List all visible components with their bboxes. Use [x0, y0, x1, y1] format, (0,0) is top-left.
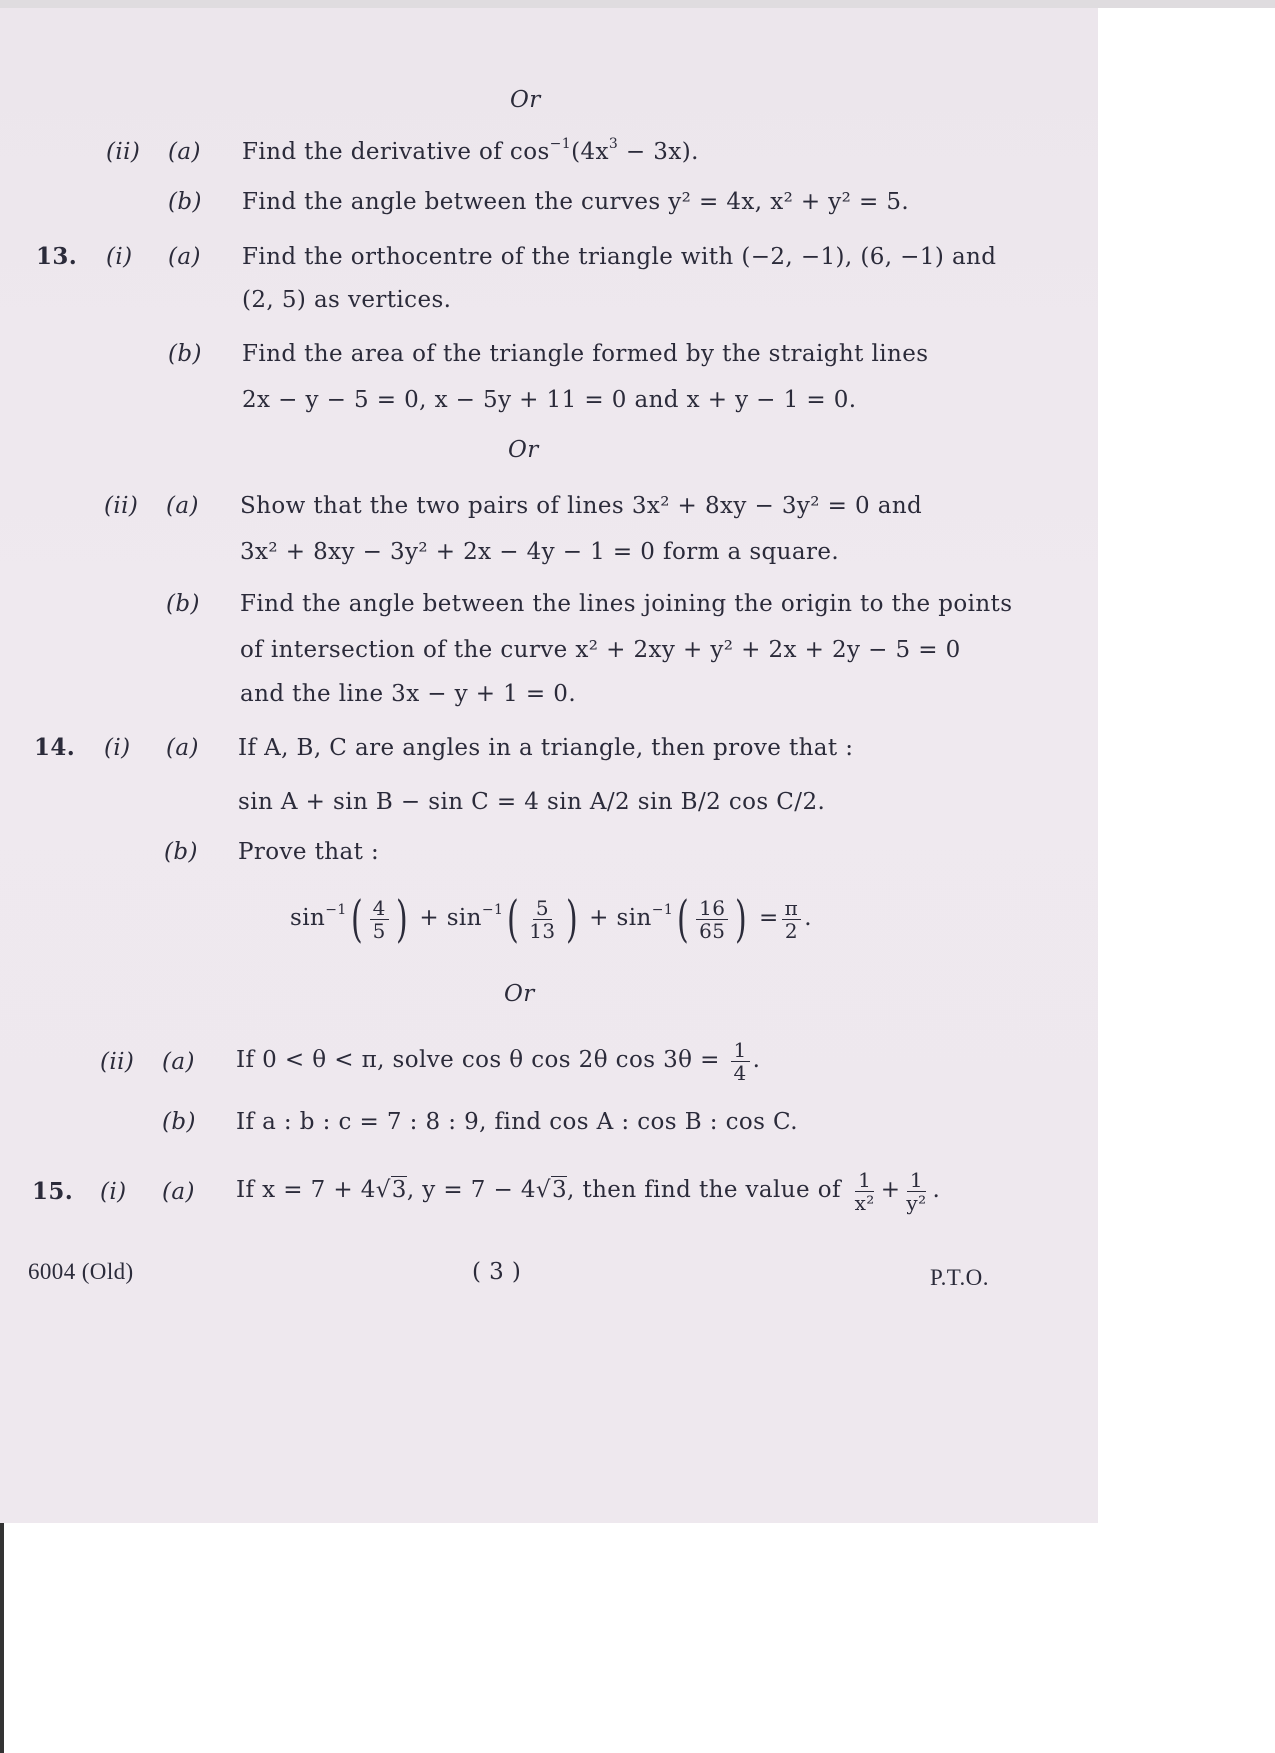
page-number: ( 3 ) [472, 1259, 522, 1285]
question-text: and the line 3x − y + 1 = 0. [240, 681, 577, 707]
exam-page [0, 8, 1098, 1523]
sub-label: (i) [106, 244, 133, 270]
part-label: (a) [168, 244, 201, 270]
part-label: (a) [162, 1179, 195, 1205]
fraction: $\frac{1}{\text{x²}}$ [854, 1167, 875, 1215]
fraction: $\frac{5}{13}$ [529, 895, 556, 943]
sub-label: (i) [104, 735, 131, 761]
question-text: Find the derivative of $\cos^{-1}(4x^3 - 3x)$. [242, 136, 699, 165]
pto-label: P.T.O. [930, 1265, 989, 1290]
part-label: (a) [162, 1049, 195, 1075]
sub-label: (ii) [100, 1049, 135, 1075]
part-label: (a) [166, 735, 199, 761]
question-text: Find the angle between the lines joining the origin to the points [240, 591, 1013, 617]
or-separator: Or [504, 981, 535, 1007]
question-text: If A, B, C are angles in a triangle, then prove that : [238, 735, 854, 761]
sub-label: (ii) [106, 139, 141, 165]
part-label: (a) [168, 139, 201, 165]
scan-left-edge [0, 1523, 4, 1753]
or-separator: Or [510, 87, 541, 113]
question-number: 13. [36, 243, 78, 270]
sub-label: (ii) [104, 493, 139, 519]
question-text: If x = 7 + 4√3, y = 7 − 4√3, then find the value of $\frac{1}{\text{x²}}$ + $\frac{1}{\text{y²}}$ . [236, 1167, 941, 1215]
sub-label: (i) [100, 1179, 127, 1205]
question-text: Find the area of the triangle formed by the straight lines [242, 341, 929, 367]
question-text: Find the angle between the curves y² = 4x, x² + y² = 5. [242, 189, 910, 215]
part-label: (b) [168, 189, 202, 215]
part-label: (b) [166, 591, 200, 617]
question-text: Find the orthocentre of the triangle with (−2, −1), (6, −1) and [242, 244, 997, 270]
fraction: $\frac{16}{65}$ [696, 897, 728, 942]
fraction: $\frac{4}{5}$ [370, 897, 389, 942]
fraction: $\frac{\pi}{2}$ [782, 897, 802, 942]
or-separator: Or [508, 437, 539, 463]
question-text: of intersection of the curve x² + 2xy + y² + 2x + 2y − 5 = 0 [240, 637, 961, 663]
question-text: Show that the two pairs of lines 3x² + 8xy − 3y² = 0 and [240, 493, 923, 519]
question-text: If 0 < θ < π, solve cos θ cos 2θ cos 3θ = $\frac{1}{4}$ . [236, 1037, 761, 1085]
question-text: 2x − y − 5 = 0, x − 5y + 11 = 0 and x + y − 1 = 0. [242, 387, 857, 413]
paper-code: 6004 (Old) [28, 1259, 134, 1284]
equation: $\sin^{-1}$( $\frac{4}{5}$ ) + $\sin^{-1}$( $\frac{5}{13}$ ) + $\sin^{-1}$( $\frac{16}{65}$ ) = $\frac{\pi}{2}$ . [290, 890, 812, 948]
question-number: 14. [34, 734, 76, 761]
part-label: (a) [166, 493, 199, 519]
question-text: 3x² + 8xy − 3y² + 2x − 4y − 1 = 0 form a square. [240, 539, 840, 565]
fraction: $\frac{1}{4}$ [731, 1039, 750, 1084]
question-text: sin A + sin B − sin C = 4 sin A/2 sin B/2 cos C/2. [238, 789, 826, 815]
question-text: (2, 5) as vertices. [242, 287, 452, 313]
part-label: (b) [164, 839, 198, 865]
scan-top-edge [0, 0, 1275, 8]
question-number: 15. [32, 1178, 74, 1205]
part-label: (b) [168, 341, 202, 367]
question-text: If a : b : c = 7 : 8 : 9, find cos A : cos B : cos C. [236, 1109, 798, 1135]
question-text: Prove that : [238, 839, 380, 865]
part-label: (b) [162, 1109, 196, 1135]
fraction: $\frac{1}{\text{y²}}$ [906, 1167, 927, 1215]
